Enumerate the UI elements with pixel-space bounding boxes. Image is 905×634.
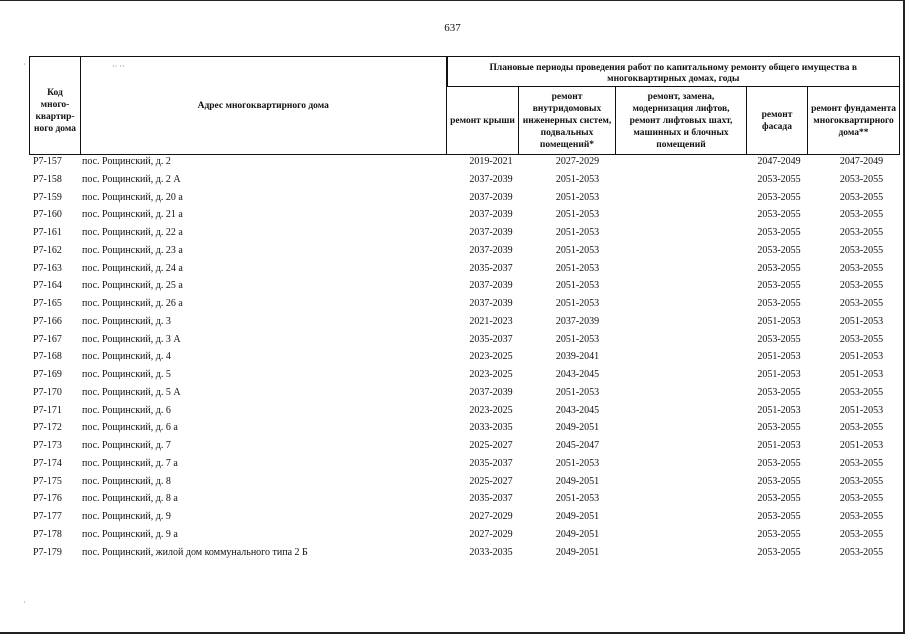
scan-artifact: ·· ·· [112,62,125,71]
row-engineering: 2049-2051 [555,475,600,487]
row-code: Р7-171 [33,404,62,416]
row-foundation: 2053-2055 [839,244,884,256]
row-address: пос. Рощинский, д. 3 А [82,333,181,345]
row-address: пос. Рощинский, д. 24 а [82,262,183,274]
row-facade: 2053-2055 [757,262,801,274]
row-roof: 2021-2023 [469,315,513,327]
row-facade: 2053-2055 [757,422,801,434]
row-code: Р7-165 [33,298,62,309]
row-facade: 2053-2055 [757,191,801,203]
row-foundation: 2053-2055 [839,173,884,185]
table-row [29,279,899,297]
row-facade: 2053-2055 [757,457,801,469]
row-code: Р7-157 [33,156,62,167]
table-row [29,457,899,475]
row-facade: 2051-2053 [757,440,801,451]
row-facade: 2053-2055 [757,298,801,309]
scan-border-top [0,0,905,1]
row-foundation: 2053-2055 [839,333,884,345]
table-row [29,315,899,333]
row-code: Р7-172 [33,422,62,434]
row-engineering: 2051-2053 [555,457,600,469]
table-row [29,475,899,493]
row-facade: 2053-2055 [757,546,801,558]
row-engineering: 2051-2053 [555,244,600,256]
row-code: Р7-163 [33,262,62,274]
row-roof: 2025-2027 [469,440,513,451]
row-address: пос. Рощинский, д. 7 [82,440,171,451]
row-roof: 2037-2039 [469,173,513,185]
row-facade: 2047-2049 [757,156,801,167]
row-engineering: 2051-2053 [555,262,600,274]
header-periods: Плановые периоды проведения работ по капитальному ремонту общего имущества в многоквартирных домах, годы [447,57,900,87]
row-roof: 2033-2035 [469,422,513,434]
table-row [29,208,899,226]
row-facade: 2051-2053 [757,369,801,380]
row-facade: 2053-2055 [757,333,801,345]
row-roof: 2023-2025 [469,369,513,380]
row-foundation: 2053-2055 [839,191,884,203]
row-address: пос. Рощинский, д. 6 [82,404,171,416]
row-address: пос. Рощинский, д. 9 а [82,528,178,540]
row-facade: 2053-2055 [757,209,801,221]
row-roof: 2037-2039 [469,386,513,398]
row-engineering: 2045-2047 [555,440,600,451]
row-engineering: 2051-2053 [555,386,600,398]
row-foundation: 2051-2053 [839,440,884,451]
row-roof: 2037-2039 [469,191,513,203]
table-row [29,404,899,422]
row-engineering: 2049-2051 [555,546,600,558]
row-address: пос. Рощинский, д. 8 [82,475,171,487]
row-engineering: 2027-2029 [555,156,600,167]
row-engineering: 2049-2051 [555,511,600,522]
table-row [29,226,899,244]
row-foundation: 2053-2055 [839,227,884,238]
row-code: Р7-168 [33,351,62,363]
row-code: Р7-164 [33,280,62,292]
row-foundation: 2053-2055 [839,209,884,221]
row-foundation: 2053-2055 [839,457,884,469]
row-engineering: 2037-2039 [555,315,600,327]
row-code: Р7-179 [33,546,62,558]
row-address: пос. Рощинский, д. 23 а [82,244,183,256]
row-code: Р7-174 [33,457,62,469]
row-facade: 2053-2055 [757,528,801,540]
row-engineering: 2051-2053 [555,173,600,185]
row-code: Р7-158 [33,173,62,185]
table-row [29,244,899,262]
table-row [29,350,899,368]
row-code: Р7-169 [33,369,62,380]
row-code: Р7-159 [33,191,62,203]
table-row [29,155,899,173]
row-foundation: 2047-2049 [839,156,884,167]
row-roof: 2037-2039 [469,298,513,309]
table-row [29,297,899,315]
row-facade: 2053-2055 [757,227,801,238]
row-code: Р7-177 [33,511,62,522]
row-foundation: 2053-2055 [839,386,884,398]
header-elevators: ремонт, замена, модернизация лифтов, ремонт лифтовых шахт, машинных и блочных помещений [616,87,747,155]
row-address: пос. Рощинский, д. 21 а [82,209,183,221]
row-facade: 2053-2055 [757,493,801,505]
page-number: 637 [444,22,461,34]
table-row [29,546,899,564]
row-engineering: 2051-2053 [555,227,600,238]
row-facade: 2053-2055 [757,280,801,292]
row-engineering: 2051-2053 [555,209,600,221]
row-roof: 2033-2035 [469,546,513,558]
row-code: Р7-161 [33,227,62,238]
row-foundation: 2051-2053 [839,369,884,380]
row-address: пос. Рощинский, д. 2 [82,156,171,167]
row-roof: 2035-2037 [469,457,513,469]
header-engineering: ремонт внутридомовых инженерных систем, подвальных помещений* [519,87,616,155]
row-code: Р7-166 [33,315,62,327]
table-row [29,439,899,457]
table-header [29,56,900,155]
row-facade: 2053-2055 [757,244,801,256]
row-code: Р7-173 [33,440,62,451]
row-foundation: 2051-2053 [839,351,884,363]
table-row [29,528,899,546]
row-facade: 2053-2055 [757,386,801,398]
row-roof: 2037-2039 [469,280,513,292]
row-engineering: 2049-2051 [555,528,600,540]
row-facade: 2051-2053 [757,351,801,363]
row-facade: 2053-2055 [757,475,801,487]
row-roof: 2035-2037 [469,493,513,505]
row-foundation: 2051-2053 [839,315,884,327]
row-foundation: 2053-2055 [839,422,884,434]
row-engineering: 2049-2051 [555,422,600,434]
row-address: пос. Рощинский, д. 9 [82,511,171,522]
row-engineering: 2039-2041 [555,351,600,363]
row-address: пос. Рощинский, д. 4 [82,351,171,363]
row-foundation: 2053-2055 [839,546,884,558]
table-row [29,368,899,386]
row-foundation: 2053-2055 [839,262,884,274]
row-address: пос. Рощинский, д. 7 а [82,457,178,469]
row-address: пос. Рощинский, д. 8 а [82,493,178,505]
table-row [29,262,899,280]
row-code: Р7-170 [33,386,62,398]
row-facade: 2051-2053 [757,315,801,327]
row-code: Р7-176 [33,493,62,505]
row-address: пос. Рощинский, д. 20 а [82,191,183,203]
scan-artifact: · [23,598,26,607]
row-code: Р7-178 [33,528,62,540]
row-facade: 2051-2053 [757,404,801,416]
row-address: пос. Рощинский, жилой дом коммунального типа 2 Б [82,546,308,558]
table-body [29,155,899,563]
row-roof: 2019-2021 [469,156,513,167]
row-address: пос. Рощинский, д. 3 [82,315,171,327]
scan-artifact: · [23,60,26,69]
row-foundation: 2051-2053 [839,404,884,416]
row-engineering: 2051-2053 [555,333,600,345]
row-facade: 2053-2055 [757,173,801,185]
row-foundation: 2053-2055 [839,528,884,540]
row-foundation: 2053-2055 [839,511,884,522]
row-engineering: 2043-2045 [555,404,600,416]
header-address: Адрес многоквартирного дома [81,57,447,155]
row-engineering: 2051-2053 [555,298,600,309]
row-address: пос. Рощинский, д. 2 А [82,173,181,185]
row-address: пос. Рощинский, д. 6 а [82,422,178,434]
header-facade: ремонт фасада [747,87,808,155]
row-address: пос. Рощинский, д. 5 А [82,386,181,398]
table-row [29,492,899,510]
row-engineering: 2043-2045 [555,369,600,380]
row-code: Р7-175 [33,475,62,487]
header-code: Код много-квартир-ного дома [30,57,81,155]
row-foundation: 2053-2055 [839,280,884,292]
row-foundation: 2053-2055 [839,298,884,309]
row-engineering: 2051-2053 [555,493,600,505]
row-facade: 2053-2055 [757,511,801,522]
row-roof: 2025-2027 [469,475,513,487]
row-code: Р7-162 [33,244,62,256]
table-row [29,173,899,191]
row-roof: 2037-2039 [469,227,513,238]
row-foundation: 2053-2055 [839,493,884,505]
row-roof: 2035-2037 [469,333,513,345]
row-foundation: 2053-2055 [839,475,884,487]
table-row [29,421,899,439]
table-row [29,386,899,404]
row-roof: 2027-2029 [469,511,513,522]
table-row [29,191,899,209]
row-roof: 2027-2029 [469,528,513,540]
table-row [29,333,899,351]
row-engineering: 2051-2053 [555,280,600,292]
row-address: пос. Рощинский, д. 25 а [82,280,183,292]
header-roof: ремонт крыши [447,87,519,155]
row-address: пос. Рощинский, д. 5 [82,369,171,380]
row-roof: 2035-2037 [469,262,513,274]
row-roof: 2037-2039 [469,209,513,221]
row-roof: 2037-2039 [469,244,513,256]
row-address: пос. Рощинский, д. 22 а [82,227,183,238]
table-row [29,510,899,528]
row-roof: 2023-2025 [469,351,513,363]
header-foundation: ремонт фундамента многоквартирного дома** [808,87,900,155]
row-engineering: 2051-2053 [555,191,600,203]
row-code: Р7-167 [33,333,62,345]
row-roof: 2023-2025 [469,404,513,416]
row-address: пос. Рощинский, д. 26 а [82,298,183,309]
row-code: Р7-160 [33,209,62,221]
